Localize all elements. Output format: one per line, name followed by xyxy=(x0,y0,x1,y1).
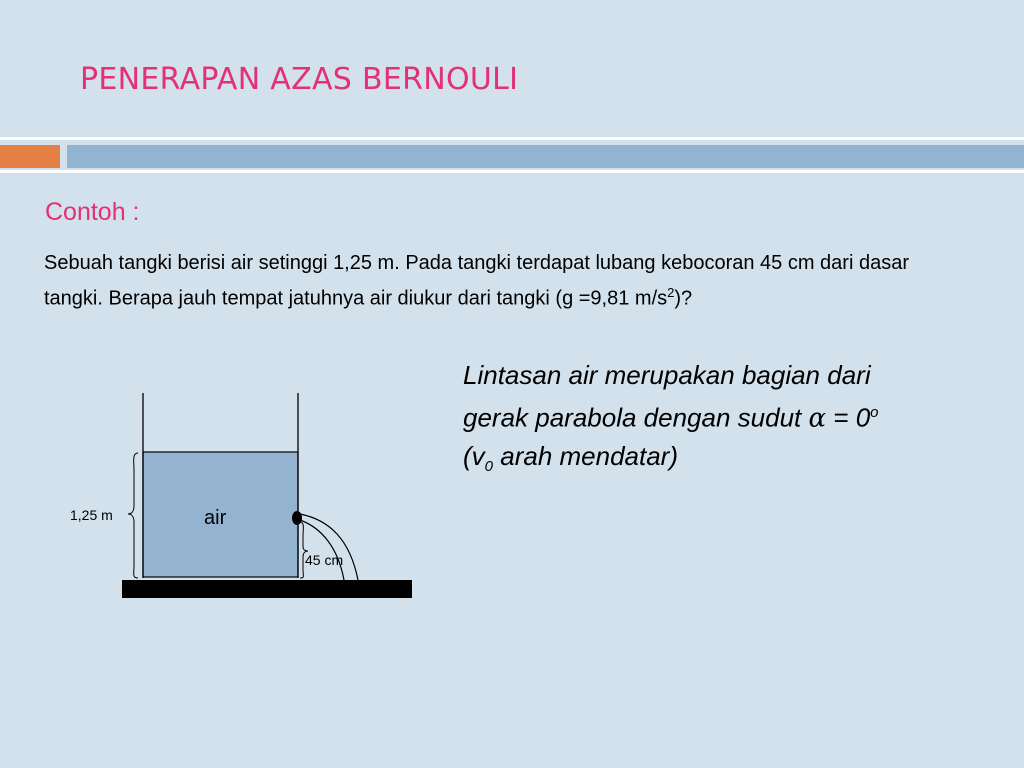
problem-text: Sebuah tangki berisi air setinggi 1,25 m. Pada tangki terdapat lubang kebocoran 45 cm dari dasar tangki. Berapa jauh tempat jatuhnya air diukur dari tangki (g =9,81 m/s xyxy=(44,252,909,310)
v0-subscript: 0 xyxy=(484,457,494,475)
example-heading: Contoh : xyxy=(45,198,140,226)
note-line-2: gerak parabola dengan sudut $\alpha = 0^o$ xyxy=(463,402,879,434)
hole-height-brace xyxy=(300,522,308,578)
problem-superscript: 2 xyxy=(667,285,675,300)
problem-text-end: )? xyxy=(674,287,693,310)
water-jet-inner xyxy=(300,520,344,580)
alpha-symbol: α xyxy=(808,403,827,434)
height-brace xyxy=(128,453,138,578)
slide-title: PENERAPAN AZAS BERNOULI xyxy=(80,62,519,97)
degree-superscript: o xyxy=(870,404,879,421)
ground-slab xyxy=(122,580,412,598)
leak-hole xyxy=(292,511,302,525)
note-line-1: Lintasan air merupakan bagian dari xyxy=(463,360,871,390)
water-label: air xyxy=(204,507,227,529)
hole-height-label: 45 cm xyxy=(305,552,344,568)
height-label: 1,25 m xyxy=(70,507,113,523)
note-line-3: ($v_0$ arah mendatar) xyxy=(463,440,678,475)
